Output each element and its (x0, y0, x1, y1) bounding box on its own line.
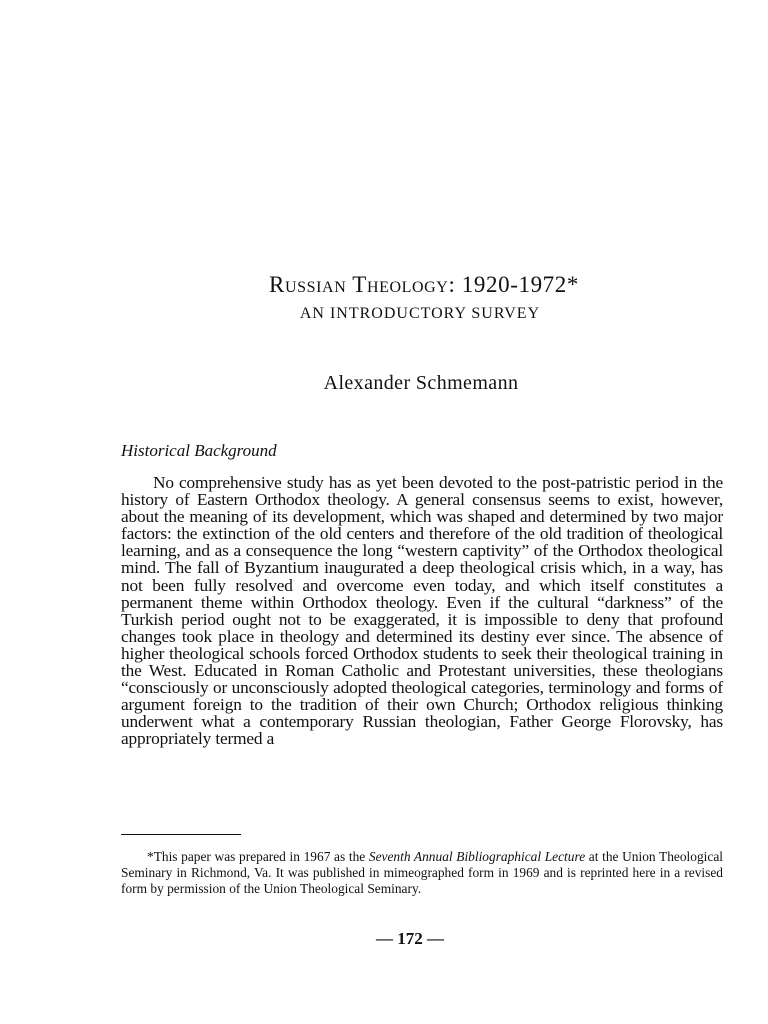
page-number: — 172 — (376, 929, 444, 948)
footnote-text-end: at the Union Theological Seminary in Richmond, Va. It was published in mimeographed form in 1969 and is reprinted here in a revised form by permission of the Union Theological Seminary. (121, 849, 723, 896)
footnote-text-start: *This paper was prepared in 1967 as the (147, 849, 369, 864)
footnote-rule (121, 834, 241, 835)
footnote-italic-title: Seventh Annual Bibliographical Lecture (368, 849, 586, 864)
footnote (121, 849, 723, 897)
section-heading: Historical Background (121, 441, 277, 460)
article-subtitle: AN INTRODUCTORY SURVEY (299, 305, 541, 322)
article-title: Russian Theology: 1920-1972* (269, 272, 579, 297)
body-paragraph: No comprehensive study has as yet been devoted to the post-patristic period in the history of Eastern Orthodox theology. A general consensus seems to exist, however, about the meaning of its development, which was shaped and determined by two major factors: the extinction of the old centers and therefore of the old tradition of theological learning, and as a consequence the long “western captivity” of the Orthodox theological mind. The fall of Byzantium inaugurated a deep theological crisis which, in a way, has not been fully resolved and overcome even today, and which itself constitutes a permanent theme within Orthodox theology. Even if the cultural “darkness” of the Turkish period ought not to be exaggerated, it is impossible to deny that profound changes took place in theology and determined its destiny ever since. The absence of higher theological schools forced Orthodox students to seek their theological training in the West. Educated in Roman Catholic and Protestant universities, these theologians “consciously or unconsciously adopted theological categories, terminology and forms of argument foreign to the tradition of their own Church; Orthodox religious thinking underwent what a contemporary Russian theologian, Father George Florovsky, has appropriately termed a (121, 473, 723, 749)
author-name: Alexander Schmemann (323, 372, 519, 394)
